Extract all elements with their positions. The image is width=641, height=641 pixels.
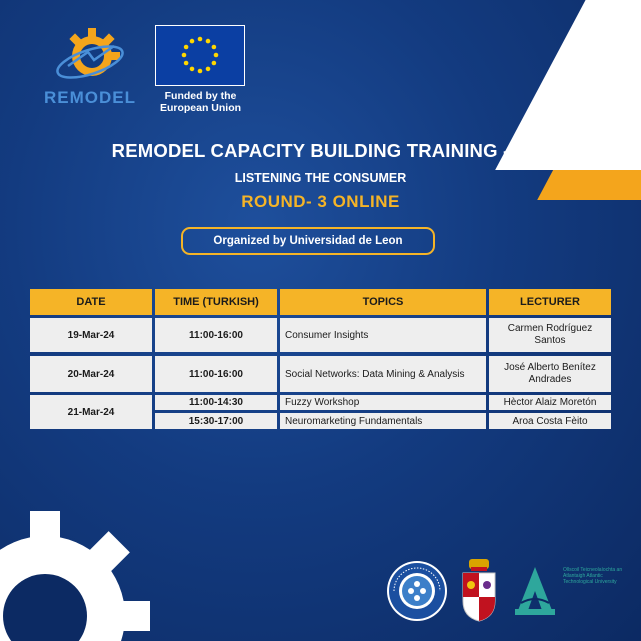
row-3b-topic: Neuromarketing Fundamentals <box>280 413 486 429</box>
round-label: ROUND- 3 ONLINE <box>241 192 400 211</box>
uludag-university-seal-icon <box>386 560 448 622</box>
row-2-time: 11:00-16:00 <box>155 356 277 392</box>
row-3a-time: 11:00-14:30 <box>155 395 277 410</box>
row-2-lecturer: José Alberto Benítez Andrades <box>489 356 611 392</box>
remodel-wordmark: REMODEL <box>44 88 136 107</box>
organizer-badge: Organized by Universidad de Leon <box>181 227 435 255</box>
event-title: REMODEL CAPACITY BUILDING TRAINING -11 <box>111 140 530 161</box>
row-3-date: 21-Mar-24 <box>30 395 152 429</box>
row-3a-lecturer: Hèctor Alaiz Moretón <box>489 395 611 410</box>
header-lecturer: LECTURER <box>489 289 611 315</box>
row-1-lecturer: Carmen Rodríguez Santos <box>489 318 611 352</box>
atlantic-technological-university-logo-icon <box>511 565 559 617</box>
header-topics: TOPICS <box>280 289 486 315</box>
event-subtitle: LISTENING THE CONSUMER <box>234 171 407 185</box>
row-2-date: 20-Mar-24 <box>30 356 152 392</box>
gear-icon <box>0 501 160 641</box>
eu-funding-label: Funded by the European Union <box>159 90 242 114</box>
row-1-date: 19-Mar-24 <box>30 318 152 352</box>
eu-stars-icon <box>156 26 244 85</box>
eu-flag <box>155 25 245 86</box>
row-3a-topic: Fuzzy Workshop <box>280 395 486 410</box>
header-time: TIME (TURKISH) <box>155 289 277 315</box>
remodel-logo <box>40 22 140 114</box>
row-2-topic: Social Networks: Data Mining & Analysis <box>280 356 486 392</box>
row-1-time: 11:00-16:00 <box>155 318 277 352</box>
row-3b-time: 15:30-17:00 <box>155 413 277 429</box>
row-1-topic: Consumer Insights <box>280 318 486 352</box>
universidad-de-leon-crest-icon <box>459 557 499 623</box>
row-3b-lecturer: Aroa Costa Fèito <box>489 413 611 429</box>
header-date: DATE <box>30 289 152 315</box>
remodel-gear-icon <box>54 22 126 92</box>
atu-wordmark: Ollscoil Teicneolaíochta an Atlantaigh Atlantic Technological University <box>563 567 623 585</box>
